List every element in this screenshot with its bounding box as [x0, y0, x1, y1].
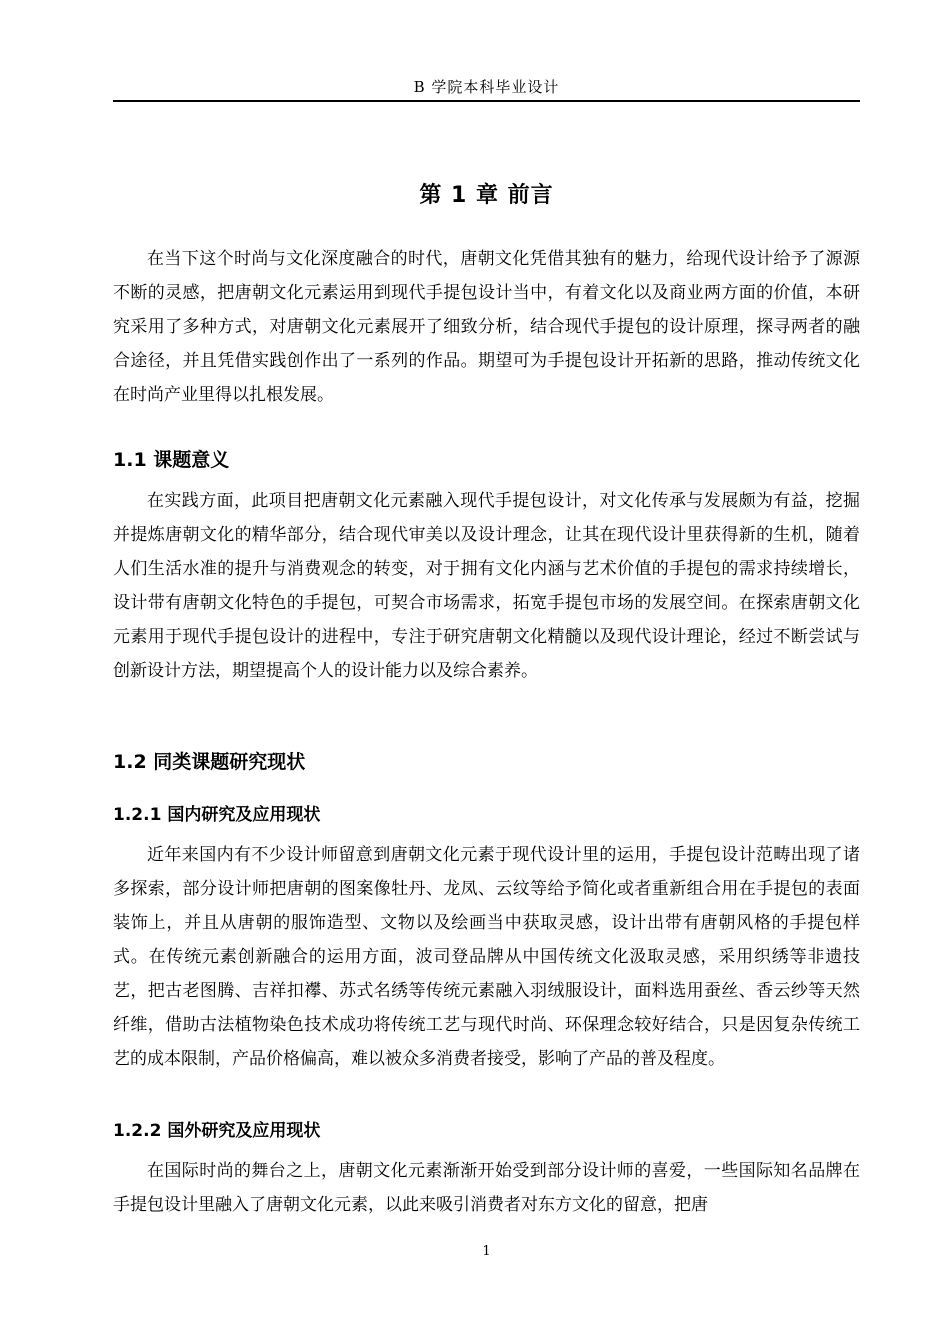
header-rule [113, 100, 860, 102]
chapter-title: 第 1 章 前言 [419, 183, 554, 208]
page-header: B 学院本科毕业设计 [413, 78, 560, 96]
section-heading-1-2-1: 1.2.1 国内研究及应用现状 [113, 805, 321, 825]
section-1-1-paragraph: 在实践方面，此项目把唐朝文化元素融入现代手提包设计，对文化传承与发展颇为有益，挖掘并提炼唐朝文化的精华部分，结合现代审美以及设计理念，让其在现代设计里获得新的生机，随着人们生活水准的提升与消费观念的转变，对于拥有文化内涵与艺术价值的手提包的需求持续增长，设计带有唐朝文化特色的手提包，可契合市场需求，拓宽手提包市场的发展空间。在探索唐朝文化元素用于现代手提包设计的进程中，专注于研究唐朝文化精髓以及现代设计理论，经过不断尝试与创新设计方法，期望提高个人的设计能力以及综合素养。 [113, 491, 860, 681]
intro-paragraph: 在当下这个时尚与文化深度融合的时代，唐朝文化凭借其独有的魅力，给现代设计给予了源源不断的灵感，把唐朝文化元素运用到现代手提包设计当中，有着文化以及商业两方面的价值，本研究采用了多种方式，对唐朝文化元素展开了细致分析，结合现代手提包的设计原理，探寻两者的融合途径，并且凭借实践创作出了一系列的作品。期望可为手提包设计开拓新的思路，推动传统文化在时尚产业里得以扎根发展。 [113, 249, 860, 405]
page-number: 1 [482, 1244, 491, 1259]
section-1-2-1-paragraph: 近年来国内有不少设计师留意到唐朝文化元素于现代设计里的运用，手提包设计范畴出现了诸多探索，部分设计师把唐朝的图案像牡丹、龙凤、云纹等给予简化或者重新组合用在手提包的表面装饰上，并且从唐朝的服饰造型、文物以及绘画当中获取灵感，设计出带有唐朝风格的手提包样式。在传统元素创新融合的运用方面，波司登品牌从中国传统文化汲取灵感，采用织绣等非遗技艺，把古老图腾、吉祥扣襻、苏式名绣等传统元素融入羽绒服设计，面料选用蚕丝、香云纱等天然纤维，借助古法植物染色技术成功将传统工艺与现代时尚、环保理念较好结合，只是因复杂传统工艺的成本限制，产品价格偏高，难以被众多消费者接受，影响了产品的普及程度。 [113, 845, 860, 1069]
section-heading-1-1: 1.1 课题意义 [113, 449, 230, 471]
section-1-2-2-paragraph: 在国际时尚的舞台之上，唐朝文化元素渐渐开始受到部分设计师的喜爱，一些国际知名品牌在手提包设计里融入了唐朝文化元素，以此来吸引消费者对东方文化的留意，把唐 [113, 1161, 860, 1215]
section-heading-1-2: 1.2 同类课题研究现状 [113, 751, 306, 773]
section-heading-1-2-2: 1.2.2 国外研究及应用现状 [113, 1121, 321, 1141]
